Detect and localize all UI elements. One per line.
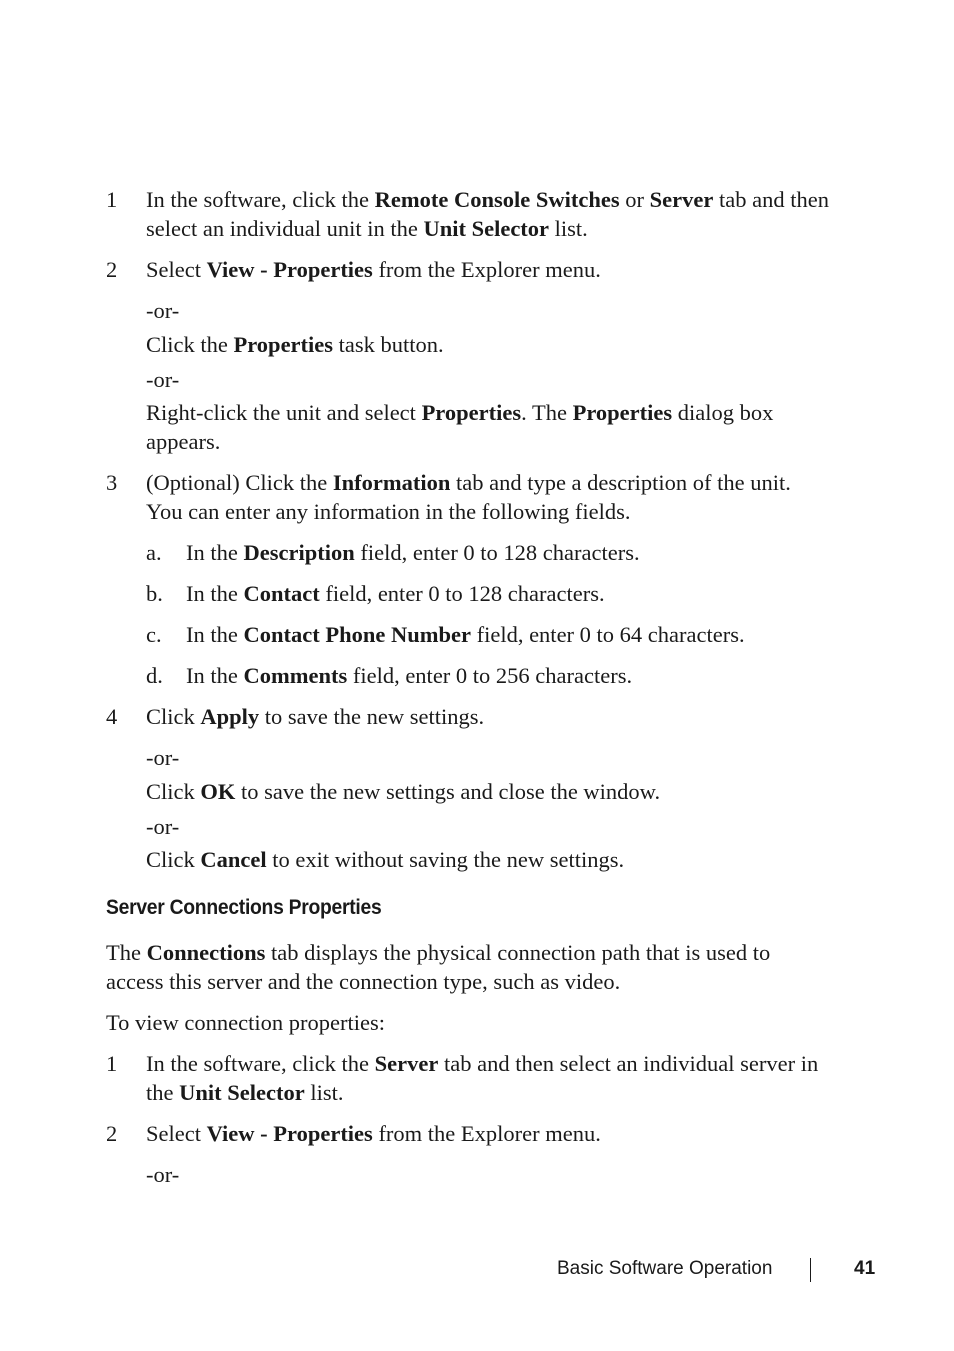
step-number: 4: [106, 704, 118, 729]
substep-letter: a.: [146, 540, 162, 565]
or-separator: -or-: [146, 367, 180, 392]
page-number: 41: [854, 1258, 876, 1279]
substep-text: In the Comments field, enter 0 to 256 characters.: [186, 663, 633, 688]
or-separator: -or-: [146, 814, 180, 839]
or-separator: -or-: [146, 298, 180, 323]
substep-letter: b.: [146, 581, 163, 606]
paragraph: Right-click the unit and select Properties. The Properties dialog box appears.: [146, 400, 774, 454]
section-heading: Server Connections Properties: [106, 896, 382, 919]
step-text: Select View - Properties from the Explorer menu.: [146, 1121, 601, 1146]
step-number: 1: [106, 187, 118, 212]
paragraph: Click the Properties task button.: [146, 332, 444, 357]
footer-section-title: Basic Software Operation: [557, 1258, 773, 1279]
intro-paragraph: The Connections tab displays the physical connection path that is used to access this server and the connection type, such as video.: [106, 940, 771, 994]
paragraph: Click Cancel to exit without saving the new settings.: [146, 847, 625, 872]
step-number: 2: [106, 1121, 118, 1146]
substep-letter: c.: [146, 622, 162, 647]
paragraph: Click OK to save the new settings and close the window.: [146, 779, 661, 804]
step-number: 1: [106, 1051, 118, 1076]
substep-text: In the Contact Phone Number field, enter 0 to 64 characters.: [186, 622, 745, 647]
substep-letter: d.: [146, 663, 163, 688]
step-text: In the software, click the Server tab and then select an individual server in the Unit Selector list.: [146, 1051, 819, 1105]
step-number: 2: [106, 257, 118, 282]
substep-text: In the Contact field, enter 0 to 128 characters.: [186, 581, 605, 606]
paragraph: To view connection properties:: [106, 1010, 385, 1035]
step-text: Select View - Properties from the Explorer menu.: [146, 257, 601, 282]
or-separator: -or-: [146, 745, 180, 770]
step-text: Click Apply to save the new settings.: [146, 704, 485, 729]
step-number: 3: [106, 470, 118, 495]
substep-text: In the Description field, enter 0 to 128 characters.: [186, 540, 640, 565]
or-separator: -or-: [146, 1162, 180, 1187]
footer-divider: [810, 1258, 811, 1282]
step-text: (Optional) Click the Information tab and type a description of the unit. You can enter any information in the following fields.: [146, 470, 791, 524]
step-text: In the software, click the Remote Console Switches or Server tab and then select an individual unit in the Unit Selector list.: [146, 187, 829, 241]
